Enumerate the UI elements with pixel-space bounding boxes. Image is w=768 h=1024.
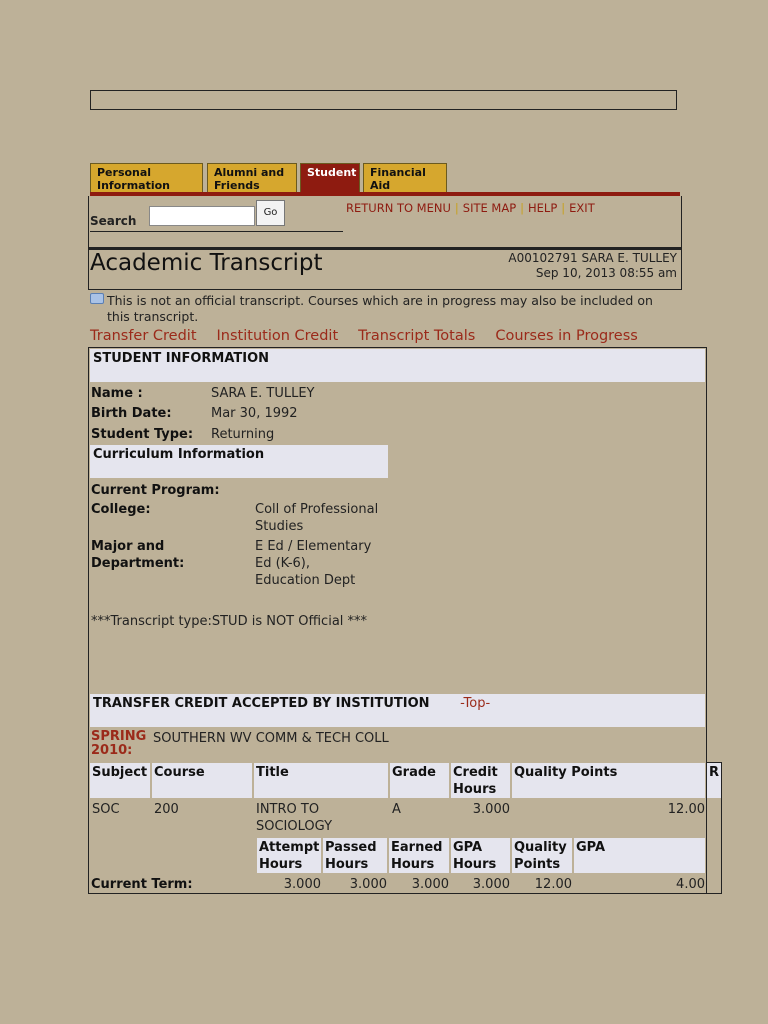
term-line: 2010: xyxy=(91,743,133,758)
transfer-school: SOUTHERN WV COMM & TECH COLL xyxy=(153,731,389,746)
timestamp: Sep 10, 2013 08:55 am xyxy=(535,266,677,280)
transfer-credit-header xyxy=(90,694,705,727)
col-line: Hours xyxy=(325,857,369,872)
major-department-label xyxy=(91,538,184,572)
tab-label: Personal xyxy=(97,166,152,179)
current-term-earned: 3.000 xyxy=(411,877,449,892)
link-separator: | xyxy=(454,201,459,215)
institution-credit-link[interactable]: Institution Credit xyxy=(216,328,339,344)
student-type-label: Student Type: xyxy=(91,427,194,442)
transcript-type: ***Transcript type:STUD is NOT Official *** xyxy=(91,614,368,629)
term-line: SPRING xyxy=(91,729,147,744)
help-link[interactable]: HELP xyxy=(528,201,558,215)
row-title xyxy=(256,801,332,835)
link-separator: | xyxy=(520,201,525,215)
current-term-label: Current Term: xyxy=(91,877,193,892)
curriculum-header: Curriculum Information xyxy=(90,445,388,478)
exit-link[interactable]: EXIT xyxy=(569,201,595,215)
col-line: Earned xyxy=(391,840,443,855)
totals-col-passed-hours xyxy=(323,838,387,873)
major-department-value xyxy=(255,538,371,589)
row-course: 200 xyxy=(154,802,179,817)
student-name: SARA E. TULLEY xyxy=(211,386,315,401)
totals-col-earned-hours xyxy=(389,838,449,873)
row-credit-hours: 3.000 xyxy=(472,802,510,817)
transcript-content xyxy=(88,347,720,894)
tab-financial-aid[interactable] xyxy=(363,163,447,193)
search-input[interactable] xyxy=(149,206,255,226)
section-links xyxy=(90,328,658,344)
student-information-header: STUDENT INFORMATION xyxy=(90,349,705,382)
tab-personal-information[interactable] xyxy=(90,163,203,193)
current-term-passed: 3.000 xyxy=(349,877,387,892)
row-grade: A xyxy=(392,802,401,817)
row-title-line: INTRO TO xyxy=(256,802,320,817)
tab-alumni-and-friends[interactable] xyxy=(207,163,297,193)
major-label-line: Major and xyxy=(91,539,165,554)
col-title: Title xyxy=(254,763,388,798)
tab-label: Friends xyxy=(214,179,260,192)
col-credit-hours xyxy=(451,763,510,798)
current-term-gpa: 4.00 xyxy=(676,877,705,892)
tab-label: Student xyxy=(307,166,357,179)
tab-label: Alumni and xyxy=(214,166,285,179)
col-quality-points: Quality Points xyxy=(512,763,705,798)
col-line: GPA xyxy=(453,840,483,855)
transcript-totals-link[interactable]: Transcript Totals xyxy=(358,328,476,344)
main-tabs xyxy=(90,163,680,193)
col-line: Passed xyxy=(325,840,377,855)
row-quality-points: 12.00 xyxy=(667,802,705,817)
major-line: E Ed / Elementary xyxy=(255,539,372,554)
col-line: Points xyxy=(514,857,561,872)
col-line: Attempt xyxy=(259,840,320,855)
current-term-gpa-hours: 3.000 xyxy=(472,877,510,892)
top-link[interactable]: -Top- xyxy=(460,696,491,711)
student-type: Returning xyxy=(211,427,275,442)
row-subject: SOC xyxy=(92,802,120,817)
current-term-quality-points: 12.00 xyxy=(534,877,572,892)
term-label xyxy=(91,730,146,758)
tab-label: Financial xyxy=(370,166,426,179)
col-line: Credit xyxy=(453,765,498,780)
col-line: Hours xyxy=(453,782,497,797)
college-label: College: xyxy=(91,502,151,517)
transfer-credit-title: TRANSFER CREDIT ACCEPTED BY INSTITUTION xyxy=(93,696,430,711)
major-line: Education Dept xyxy=(255,573,356,588)
transcript-notice: This is not an official transcript. Courses which are in progress may also be included on this transcript. xyxy=(107,293,653,324)
page-title: Academic Transcript xyxy=(90,250,323,276)
info-bubble-icon xyxy=(90,293,104,304)
major-line: Ed (K-6), xyxy=(255,556,310,571)
major-label-line: Department: xyxy=(91,556,185,571)
birth-date-label: Birth Date: xyxy=(91,406,172,421)
col-line: Hours xyxy=(391,857,435,872)
col-line: Hours xyxy=(259,857,303,872)
transfer-credit-link[interactable]: Transfer Credit xyxy=(90,328,197,344)
student-id-name: A00102791 SARA E. TULLEY xyxy=(508,251,677,265)
site-map-link[interactable]: SITE MAP xyxy=(462,201,517,215)
college-line: Studies xyxy=(255,519,304,534)
top-banner-box xyxy=(90,90,677,110)
user-id-block xyxy=(508,251,677,281)
totals-col-attempt-hours xyxy=(257,838,321,873)
link-separator: | xyxy=(561,201,566,215)
col-subject: Subject xyxy=(90,763,150,798)
col-course: Course xyxy=(152,763,252,798)
search-divider xyxy=(90,231,343,232)
current-term-attempt: 3.000 xyxy=(283,877,321,892)
col-line: Hours xyxy=(453,857,497,872)
tab-student[interactable] xyxy=(300,163,360,193)
search-label: Search xyxy=(90,214,137,228)
college-value xyxy=(255,501,378,535)
name-label: Name : xyxy=(91,386,143,401)
tab-label: Aid xyxy=(370,179,391,192)
totals-col-gpa: GPA xyxy=(574,838,705,873)
row-title-line: SOCIOLOGY xyxy=(256,819,333,834)
current-program-label: Current Program: xyxy=(91,483,220,498)
tab-label: Information xyxy=(97,179,170,192)
totals-col-gpa-hours xyxy=(451,838,510,873)
college-line: Coll of Professional xyxy=(255,502,379,517)
go-button[interactable]: Go xyxy=(256,200,285,226)
table-overflow-border xyxy=(706,762,722,894)
col-grade: Grade xyxy=(390,763,449,798)
courses-in-progress-link[interactable]: Courses in Progress xyxy=(495,328,638,344)
col-r: R xyxy=(707,763,721,798)
return-to-menu-link[interactable]: RETURN TO MENU xyxy=(346,201,451,215)
birth-date: Mar 30, 1992 xyxy=(211,406,298,421)
col-line: Quality xyxy=(514,840,567,855)
top-links xyxy=(346,201,595,215)
totals-col-quality-points xyxy=(512,838,572,873)
